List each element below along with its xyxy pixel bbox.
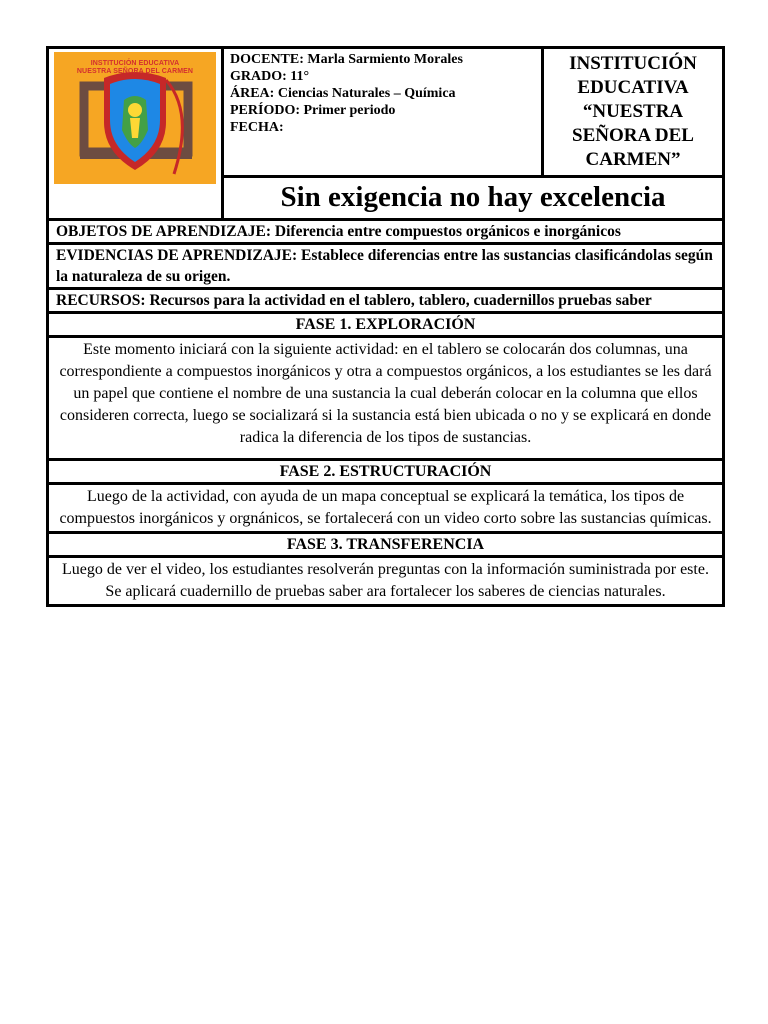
phase-1-title: FASE 1. EXPLORACIÓN [48, 313, 724, 337]
logo-caption [54, 60, 216, 76]
institution-line-2: EDUCATIVA [577, 77, 689, 98]
phase-2-body: Luego de la actividad, con ayuda de un mapa conceptual se explicará la temática, los tipos de compuestos inorgánicos y orgnánicos, se fortalecerá con un video corto sobre las sustancias químicas. [48, 484, 724, 533]
institution-line-5: CARMEN” [585, 149, 681, 170]
phase-3-title: FASE 3. TRANSFERENCIA [48, 533, 724, 557]
evidencias-row [48, 244, 724, 289]
learning-objects: OBJETOS DE APRENDIZAJE: Diferencia entre compuestos orgánicos e inorgánicos [48, 220, 724, 244]
phase-1-header-row [48, 313, 724, 337]
learning-evidence: EVIDENCIAS DE APRENDIZAJE: Establece diferencias entre las sustancias clasificándolas según la naturaleza de su origen. [48, 244, 724, 289]
phase-2-title: FASE 2. ESTRUCTURACIÓN [48, 460, 724, 484]
objetos-row [48, 220, 724, 244]
phase-3-body-line-2: Se aplicará cuadernillo de pruebas saber ara fortalecer los saberes de ciencias naturales. [105, 583, 666, 600]
motto: Sin exigencia no hay excelencia [223, 177, 724, 220]
header-row [48, 48, 724, 177]
institution-line-1: INSTITUCIÓN [569, 53, 697, 74]
phase-3-body-row [48, 557, 724, 606]
institution-line-4: SEÑORA DEL [572, 125, 694, 146]
teacher-name: DOCENTE: Marla Sarmiento Morales [230, 52, 463, 67]
phase-1-body: Este momento iniciará con la siguiente actividad: en el tablero se colocarán dos columnas, una correspondiente a compuestos inorgánicos y otra a compuestos orgánicos, a los estudiantes se les dará un papel que contiene el nombre de una sustancia la cual deberán colocar en la columna que ellos consideren correcta, luego se socializará si la sustancia está bien ubicada o no y se explicará en donde radica la diferencia de los tipos de sustancias. [48, 337, 724, 460]
period: PERÍODO: Primer periodo [230, 103, 396, 118]
phase-2-body-row [48, 484, 724, 533]
grade: GRADO: 11° [230, 69, 310, 84]
phase-2-header-row [48, 460, 724, 484]
subject-area: ÁREA: Ciencias Naturales – Química [230, 86, 456, 101]
institution-name-cell [543, 48, 724, 177]
lesson-plan-sheet [46, 46, 722, 607]
institution-line-3: “NUESTRA [582, 101, 684, 122]
phase-1-body-row [48, 337, 724, 460]
school-logo [54, 52, 216, 184]
resources: RECURSOS: Recursos para la actividad en el tablero, tablero, cuadernillos pruebas saber [48, 289, 724, 313]
lesson-plan-table [46, 46, 725, 607]
logo-cell [48, 48, 223, 220]
phase-3-header-row [48, 533, 724, 557]
phase-3-body-cell [48, 557, 724, 606]
recursos-row [48, 289, 724, 313]
teacher-info-cell [223, 48, 543, 177]
date: FECHA: [230, 120, 284, 135]
logo-line-1: INSTITUCIÓN EDUCATIVA [90, 60, 180, 67]
phase-3-body-line-1: Luego de ver el video, los estudiantes resolverán preguntas con la información suministrada por este. [62, 561, 709, 578]
logo-line-2: NUESTRA SEÑORA DEL CARMEN [76, 68, 194, 75]
